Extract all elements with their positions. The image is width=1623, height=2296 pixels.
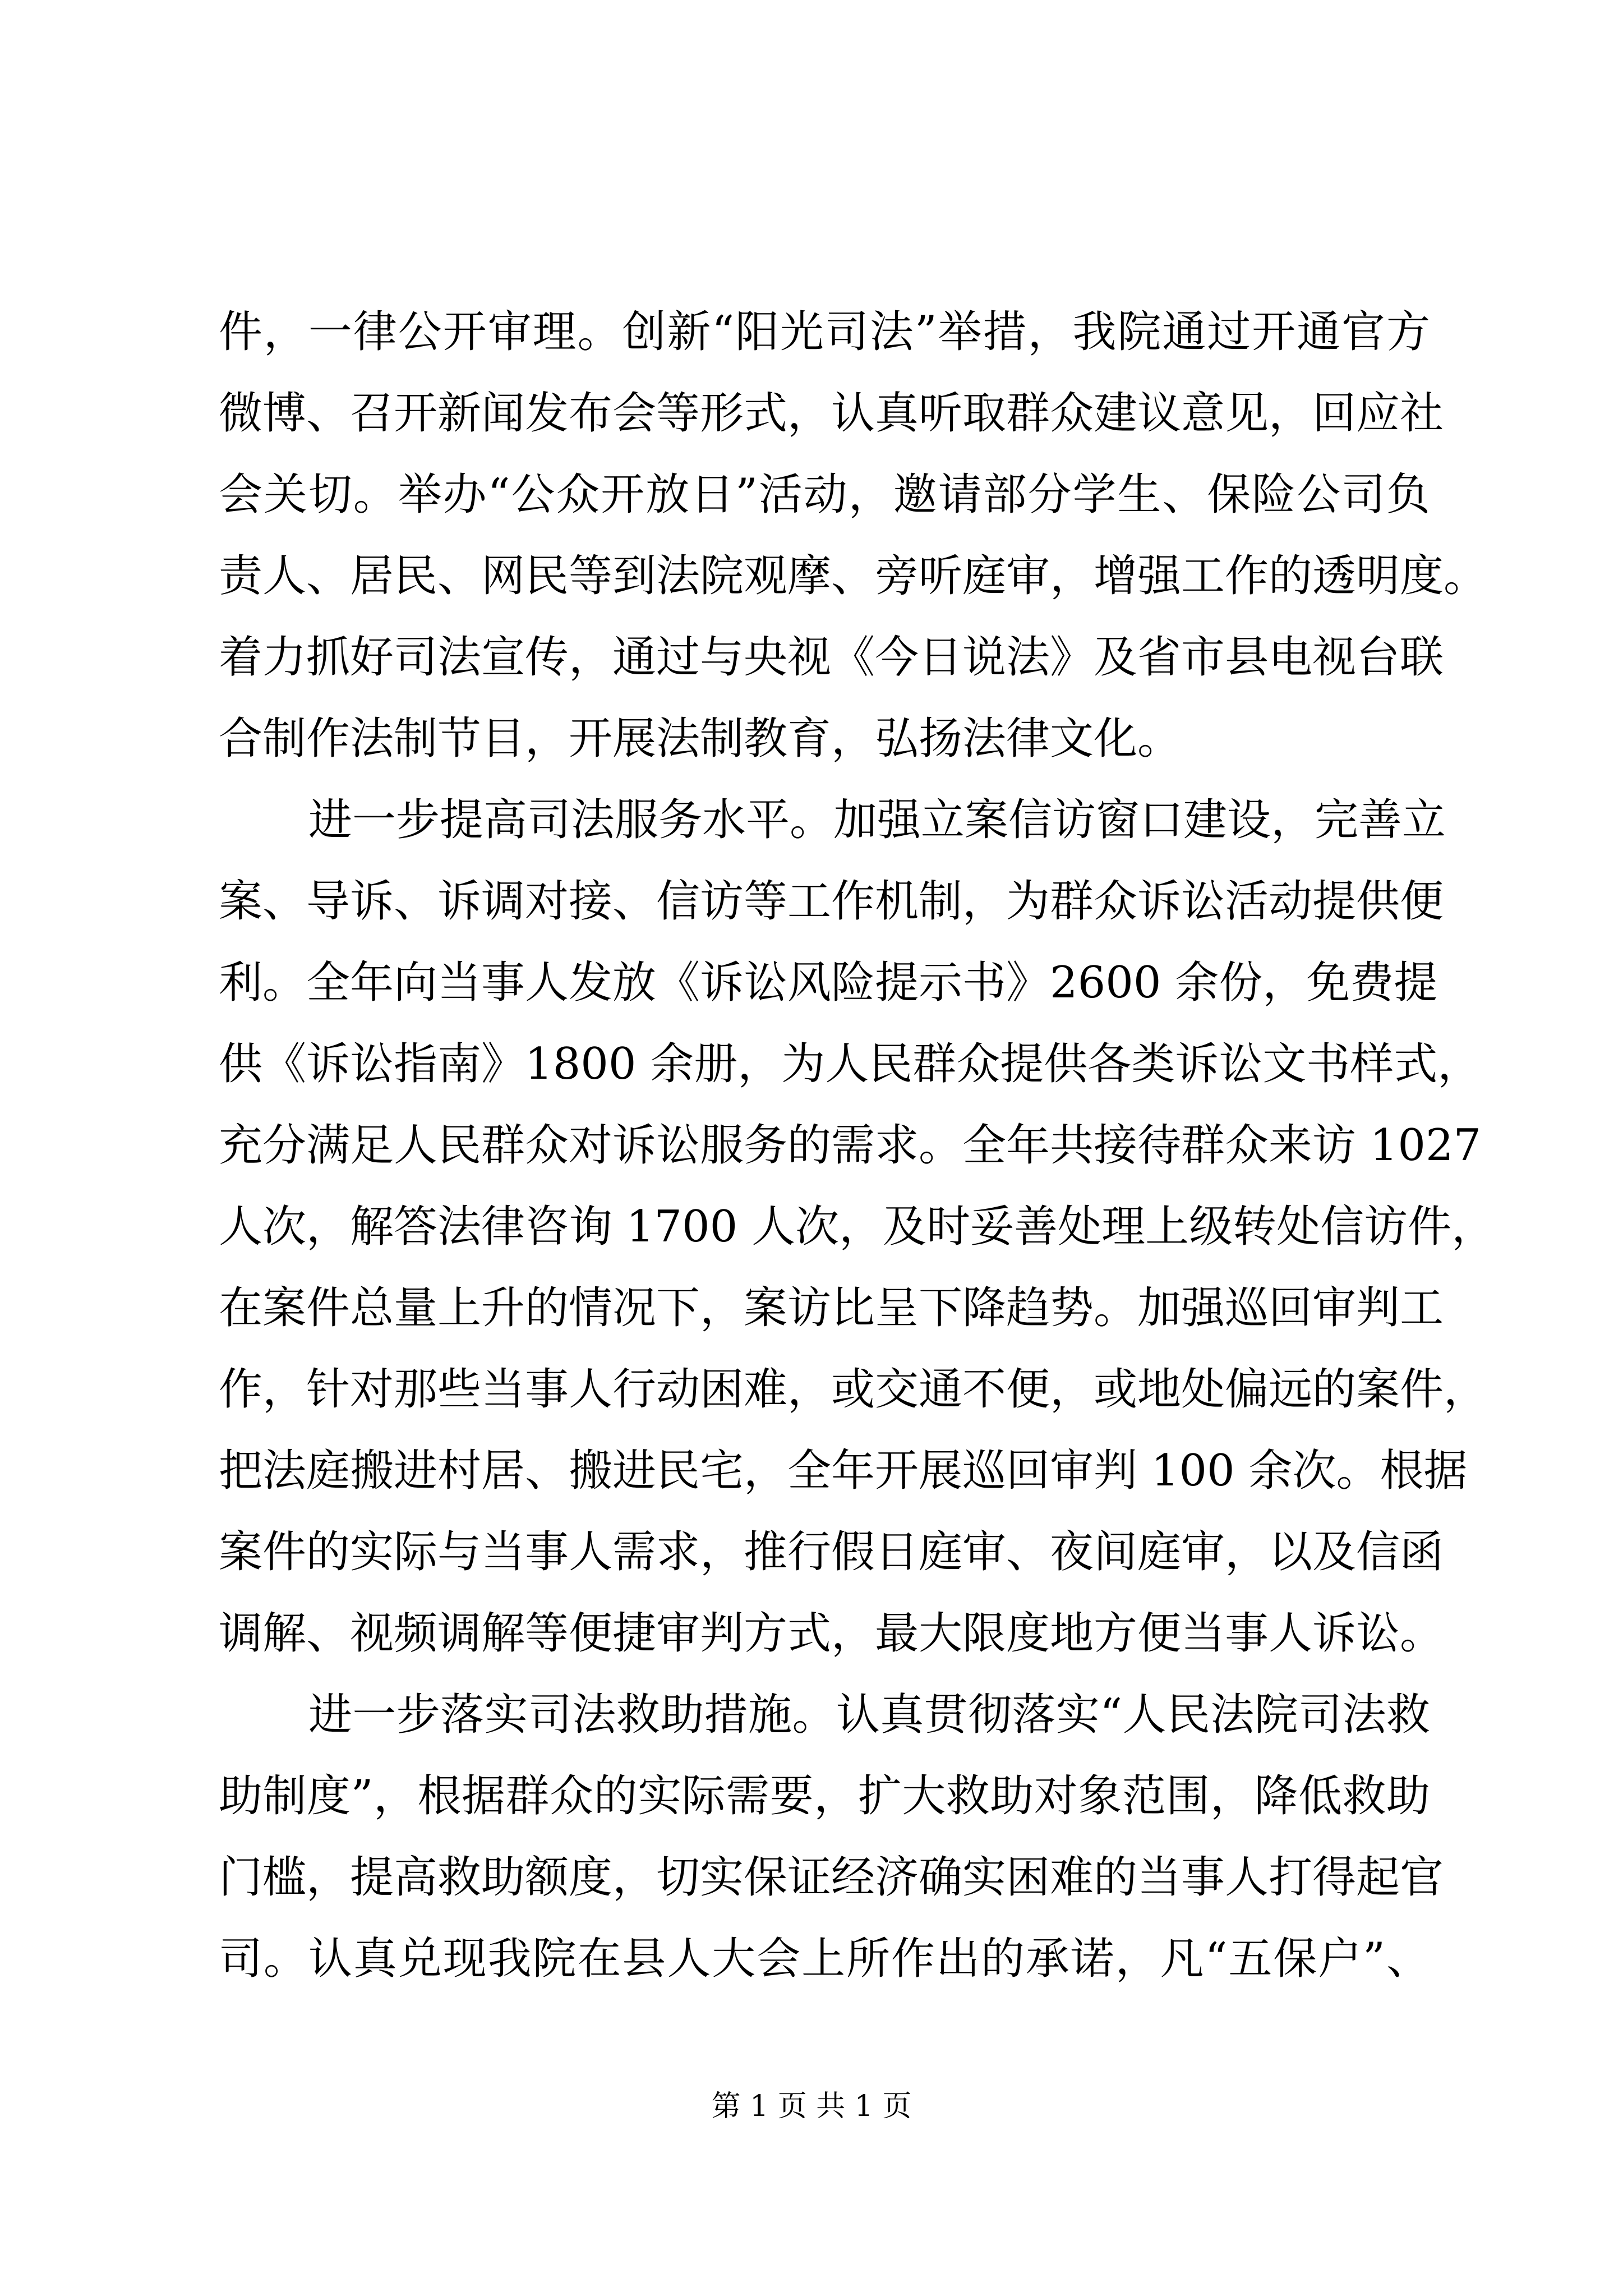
- text-line: 作，针对那些当事人行动困难，或交通不便，或地处偏远的案件，: [219, 1364, 1488, 1415]
- text-line: 司。认真兑现我院在县人大会上所作出的承诺，凡“五保户”、: [219, 1934, 1430, 1984]
- text-line: 着力抓好司法宣传，通过与央视《今日说法》及省市县电视台联: [219, 632, 1444, 683]
- text-line: 把法庭搬进村居、搬进民宅，全年开展巡回审判 100 余次。根据: [219, 1446, 1468, 1496]
- text-line: 进一步提高司法服务水平。加强立案信访窗口建设，完善立: [308, 795, 1446, 845]
- text-line: 调解、视频调解等便捷审判方式，最大限度地方便当事人诉讼。: [219, 1608, 1444, 1659]
- text-line: 在案件总量上升的情况下，案访比呈下降趋势。加强巡回审判工: [219, 1283, 1444, 1333]
- text-line: 人次，解答法律咨询 1700 人次，及时妥善处理上级转处信访件，: [219, 1202, 1496, 1252]
- text-line: 微博、召开新闻发布会等形式，认真听取群众建议意见，回应社: [219, 388, 1444, 439]
- text-line: 供《诉讼指南》1800 余册，为人民群众提供各类诉讼文书样式，: [219, 1039, 1482, 1089]
- document-body: [219, 292, 1496, 2000]
- page-footer: 第 1 页 共 1 页: [711, 2090, 912, 2123]
- text-line: 充分满足人民群众对诉讼服务的需求。全年共接待群众来访 1027: [219, 1120, 1482, 1171]
- text-line: 件，一律公开审理。创新“阳光司法”举措，我院通过开通官方: [219, 307, 1430, 357]
- text-line: 门槛，提高救助额度，切实保证经济确实困难的当事人打得起官: [219, 1852, 1444, 1903]
- text-line: 利。全年向当事人发放《诉讼风险提示书》2600 余份，免费提: [219, 958, 1438, 1008]
- text-line: 合制作法制节目，开展法制教育，弘扬法律文化。: [219, 714, 1182, 764]
- text-line: 进一步落实司法救助措施。认真贯彻落实“人民法院司法救: [308, 1690, 1430, 1740]
- text-line: 责人、居民、网民等到法院观摩、旁听庭审，增强工作的透明度。: [219, 551, 1488, 601]
- text-line: 案、导诉、诉调对接、信访等工作机制，为群众诉讼活动提供便: [219, 876, 1444, 927]
- text-line: 案件的实际与当事人需求，推行假日庭审、夜间庭审，以及信函: [219, 1527, 1444, 1577]
- text-line: 会关切。举办“公众开放日”活动，邀请部分学生、保险公司负: [219, 470, 1430, 520]
- text-line: 助制度”，根据群众的实际需要，扩大救助对象范围，降低救助: [219, 1771, 1430, 1821]
